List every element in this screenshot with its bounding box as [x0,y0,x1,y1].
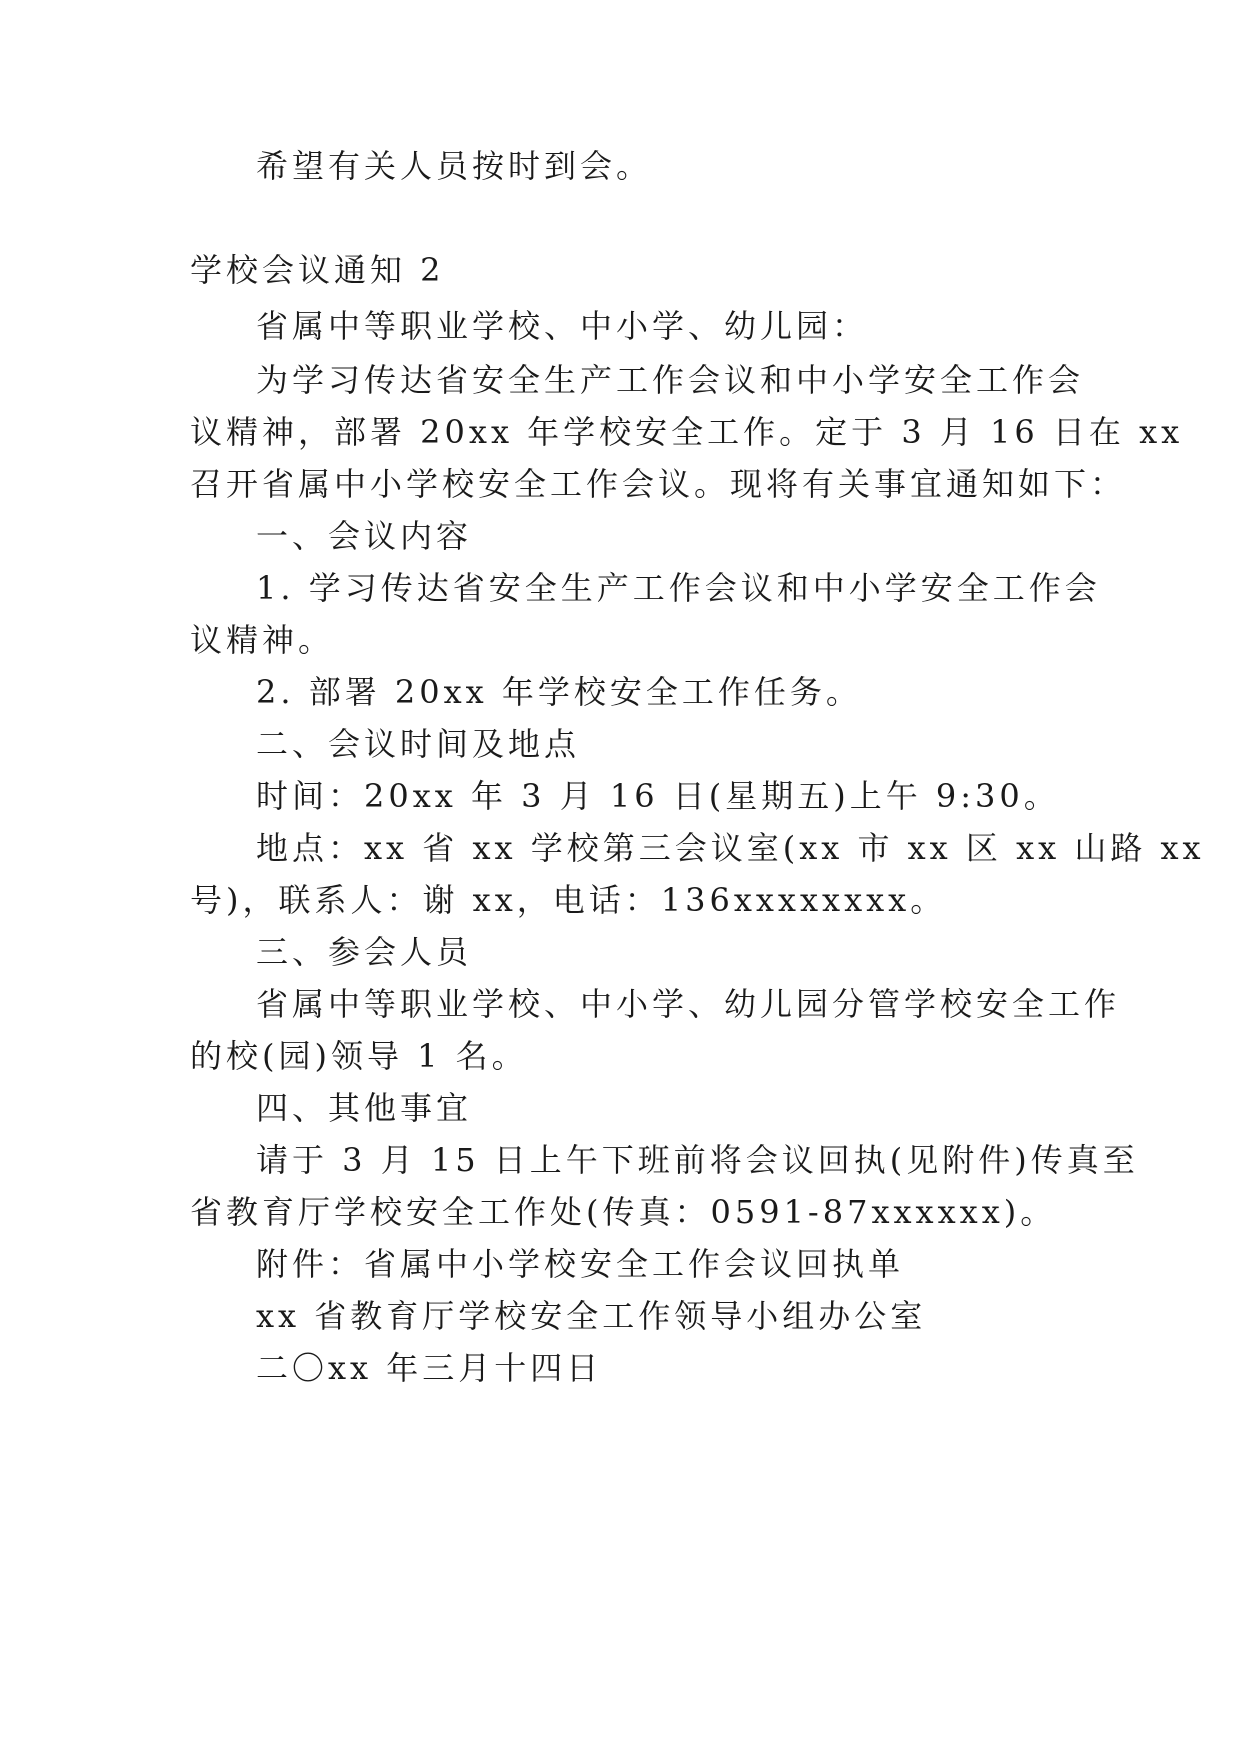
closing-line: 希望有关人员按时到会。 [256,147,653,185]
attendees-line-2: 的校(园)领导 1 名。 [190,1037,528,1075]
attachment-line: 附件：省属中小学校安全工作会议回执单 [256,1245,905,1283]
meeting-place-line-1: 地点：xx 省 xx 学校第三会议室(xx 市 xx 区 xx 山路 xx [256,829,1205,867]
signature-office: xx 省教育厅学校安全工作领导小组办公室 [256,1297,927,1335]
meeting-place-line-2: 号)，联系人：谢 xx，电话：136xxxxxxxx。 [190,881,947,919]
item-1-line-1: 1. 学习传达省安全生产工作会议和中小学安全工作会 [256,569,1101,607]
intro-line-1: 为学习传达省安全生产工作会议和中小学安全工作会 [256,361,1085,399]
addressee: 省属中等职业学校、中小学、幼儿园： [256,307,869,345]
item-1-line-2: 议精神。 [190,621,335,659]
attendees-line-1: 省属中等职业学校、中小学、幼儿园分管学校安全工作 [256,985,1121,1023]
meeting-time: 时间：20xx 年 3 月 16 日(星期五)上午 9:30。 [256,777,1060,815]
notice-title: 学校会议通知 2 [190,251,445,289]
section-heading-4: 四、其他事宜 [256,1089,473,1127]
item-2: 2. 部署 20xx 年学校安全工作任务。 [256,673,862,711]
section-heading-2: 二、会议时间及地点 [256,725,581,763]
signature-date: 二〇xx 年三月十四日 [256,1349,603,1387]
intro-line-2: 议精神，部署 20xx 年学校安全工作。定于 3 月 16 日在 xx [190,413,1184,451]
other-matters-line-2: 省教育厅学校安全工作处(传真：0591-87xxxxxx)。 [190,1193,1057,1231]
section-heading-3: 三、参会人员 [256,933,473,971]
section-heading-1: 一、会议内容 [256,517,473,555]
other-matters-line-1: 请于 3 月 15 日上午下班前将会议回执(见附件)传真至 [256,1141,1139,1179]
intro-line-3: 召开省属中小学校安全工作会议。现将有关事宜通知如下： [190,465,1127,503]
